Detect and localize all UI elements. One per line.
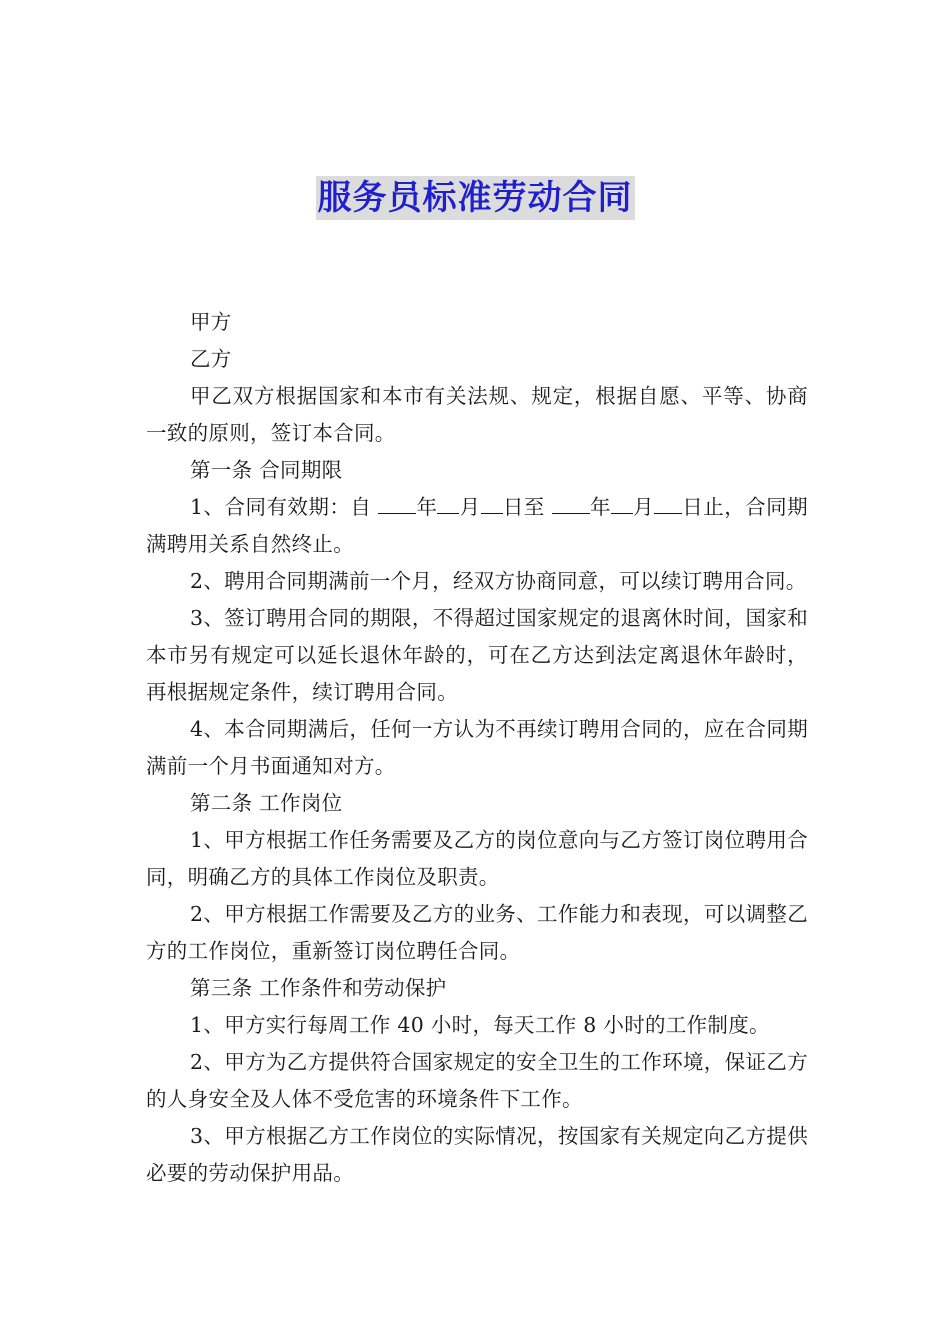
- article-3-heading: 第三条 工作条件和劳动保护: [190, 976, 447, 1000]
- party-a-label: 甲方: [190, 310, 232, 334]
- end-month-blank: [611, 491, 633, 514]
- article-1-item-1: [146, 489, 808, 563]
- year-label: 年: [416, 495, 438, 519]
- year-label-2: 年: [589, 495, 611, 519]
- end-day-blank: [654, 491, 682, 514]
- article-2-item-1: 1、甲方根据工作任务需要及乙方的岗位意向与乙方签订岗位聘用合同，明确乙方的具体工作岗位及职责。: [146, 828, 808, 889]
- term-text-start: 1、合同有效期：自: [190, 495, 379, 519]
- month-label: 月: [459, 495, 481, 519]
- intro-paragraph: 甲乙双方根据国家和本市有关法规、规定，根据自愿、平等、协商一致的原则，签订本合同。: [146, 384, 808, 445]
- start-day-blank: [481, 491, 503, 514]
- article-2-heading: 第二条 工作岗位: [190, 791, 343, 815]
- document-title: 服务员标准劳动合同: [317, 178, 633, 218]
- article-2-item-2: 2、甲方根据工作需要及乙方的业务、工作能力和表现，可以调整乙方的工作岗位，重新签订岗位聘任合同。: [146, 902, 808, 963]
- title-container: [0, 176, 950, 220]
- start-month-blank: [437, 491, 459, 514]
- article-1-item-3: 3、签订聘用合同的期限，不得超过国家规定的退离休时间，国家和本市另有规定可以延长退休年龄的，可在乙方达到法定离退休年龄时，再根据规定条件，续订聘用合同。: [146, 606, 808, 704]
- article-1-item-2: 2、聘用合同期满前一个月，经双方协商同意，可以续订聘用合同。: [190, 569, 807, 593]
- month-label-2: 月: [632, 495, 655, 519]
- party-b-label: 乙方: [190, 347, 232, 371]
- article-1-heading: 第一条 合同期限: [190, 458, 343, 482]
- document-body: [146, 304, 808, 1192]
- day-to-label: 日至: [502, 495, 552, 519]
- article-3-item-3: 3、甲方根据乙方工作岗位的实际情况，按国家有关规定向乙方提供必要的劳动保护用品。: [146, 1124, 808, 1185]
- start-year-blank: [378, 491, 416, 514]
- term-text-end: 日止，合同期满聘用关系自然终止。: [146, 495, 808, 556]
- article-3-item-2: 2、甲方为乙方提供符合国家规定的安全卫生的工作环境，保证乙方的人身安全及人体不受危害的环境条件下工作。: [146, 1050, 808, 1111]
- article-3-item-1: 1、甲方实行每周工作 40 小时，每天工作 8 小时的工作制度。: [190, 1013, 770, 1037]
- article-1-item-4: 4、本合同期满后，任何一方认为不再续订聘用合同的，应在合同期满前一个月书面通知对方。: [146, 717, 808, 778]
- end-year-blank: [552, 491, 590, 514]
